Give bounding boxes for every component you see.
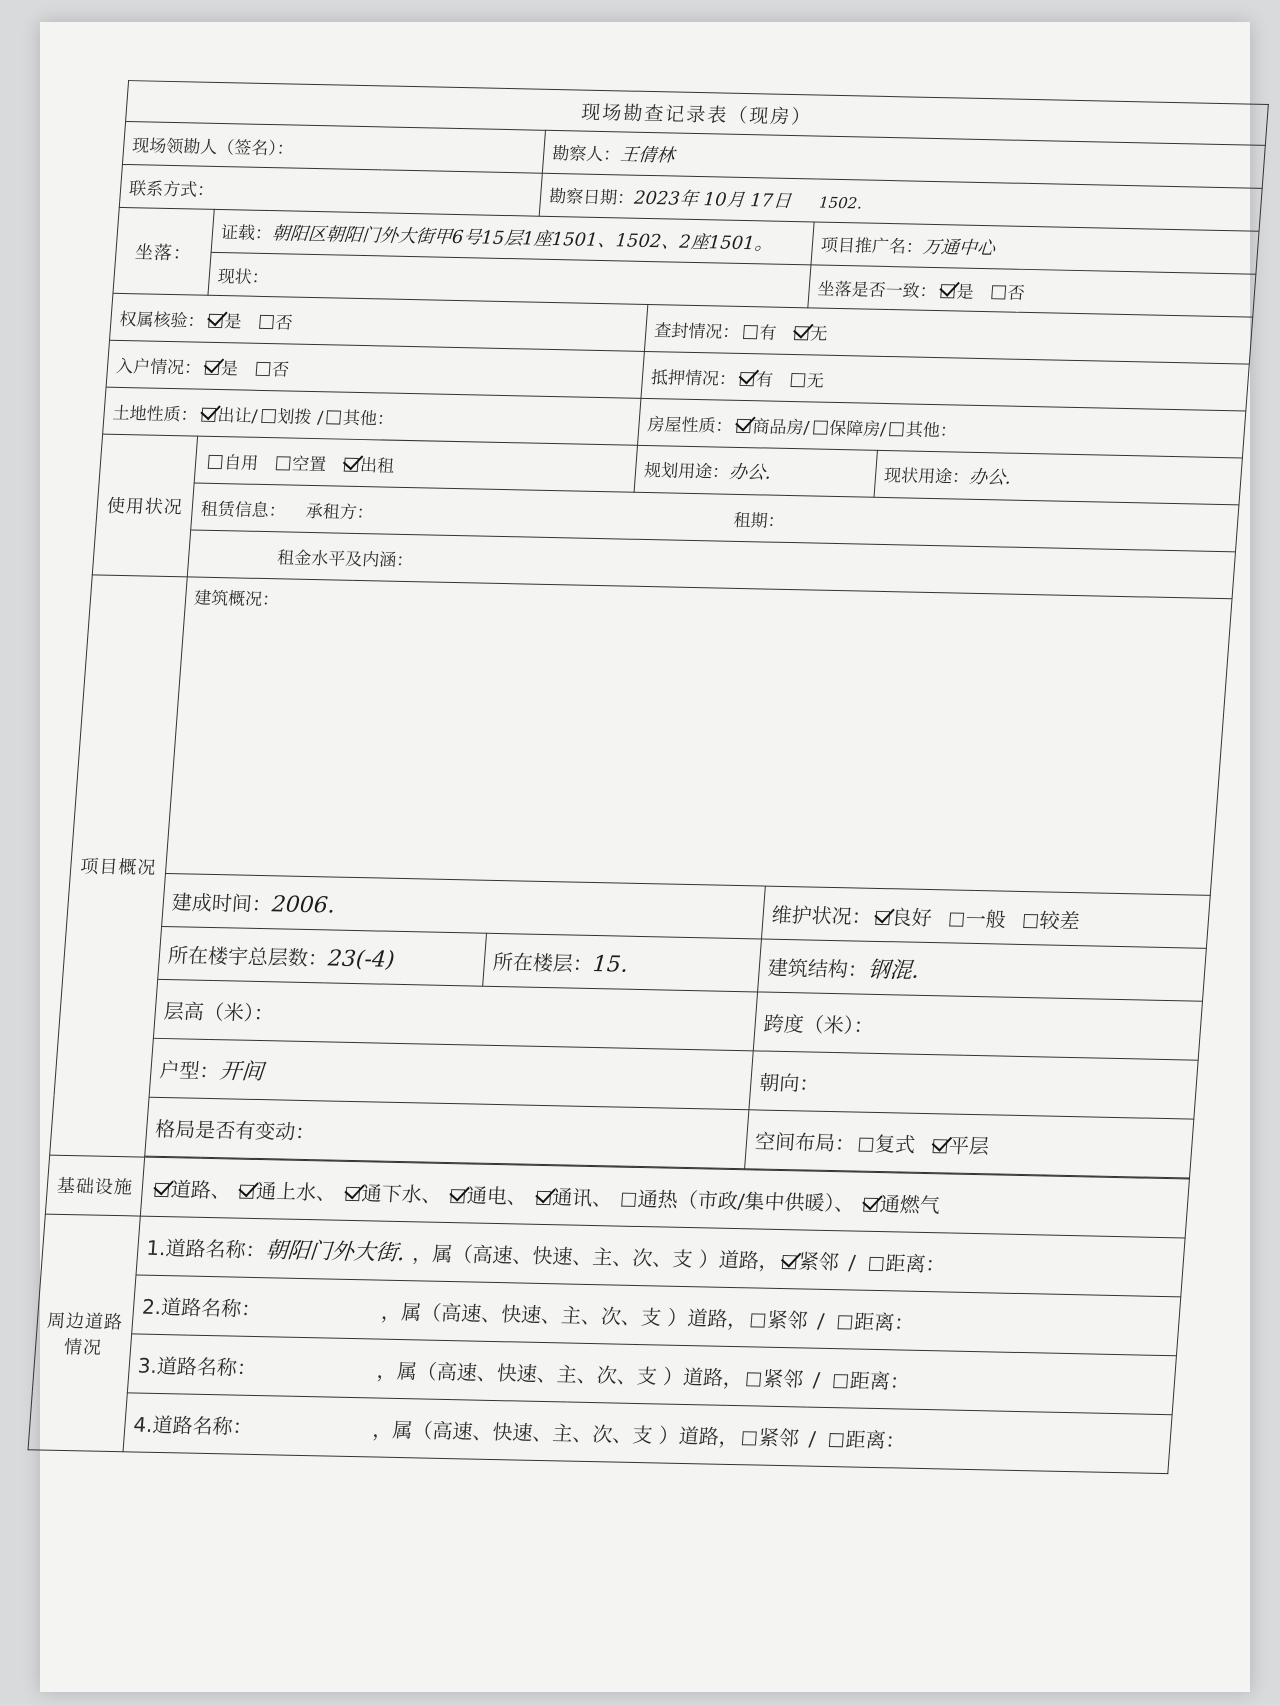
land-allocate-checkbox[interactable]: [261, 408, 276, 422]
infra-heat-checkbox[interactable]: [621, 1192, 636, 1206]
seal-label: 查封情况：: [653, 320, 741, 343]
usage-self-label: 自用: [223, 452, 259, 474]
road-4-distance-label: 距离：: [844, 1426, 907, 1453]
surveyor-value: 王倩林: [619, 144, 676, 167]
road-1-name-value: 朝阳门外大街.: [264, 1237, 406, 1266]
survey-table: [28, 80, 1269, 1474]
mortgage-label: 抵押情况：: [650, 367, 737, 390]
ownership-no-label: 否: [274, 312, 294, 334]
term-label: 租期：: [732, 510, 786, 532]
road-3-distance-label: 距离：: [849, 1367, 911, 1394]
infra-drain-checkbox[interactable]: [345, 1186, 360, 1200]
cert-label: 证载：: [220, 223, 273, 245]
mortgage-have-label: 有: [755, 369, 774, 391]
infra-gas-label: 通燃气: [879, 1191, 941, 1217]
building-overview-cell[interactable]: [165, 577, 1232, 895]
maint-good-checkbox[interactable]: [875, 910, 890, 924]
house-commercial-checkbox[interactable]: [736, 418, 751, 432]
contact-label: 联系方式：: [128, 178, 215, 201]
road-4-adjacent-checkbox[interactable]: [742, 1431, 757, 1445]
road-1-distance-checkbox[interactable]: [869, 1256, 884, 1270]
road-2-distance-label: 距离：: [853, 1309, 916, 1335]
road-4-no: 4.: [132, 1411, 154, 1437]
entry-yes-label: 是: [220, 358, 239, 379]
infra-gas-checkbox[interactable]: [863, 1197, 878, 1211]
space-layout-cell: [745, 1110, 1194, 1178]
seal-none-label: 无: [809, 323, 829, 345]
location-match-label: 坐落是否一致：: [816, 279, 938, 302]
planned-use-cell[interactable]: [634, 445, 877, 497]
road-2-no: 2.: [141, 1294, 163, 1319]
house-affordable-checkbox[interactable]: [813, 420, 828, 434]
ownership-label: 权属核验：: [118, 309, 206, 332]
surveyor-label: 勘察人：: [551, 143, 621, 166]
location-section-label: 坐落：: [113, 207, 214, 295]
layout-change-label: 格局是否有变动：: [154, 1116, 317, 1144]
project-name-value: 万通中心: [922, 236, 996, 260]
cert-value: 朝阳区朝阳门外大街甲6号15层1座1501、1502、2座1501。: [271, 223, 774, 255]
road-1-name-label: 道路名称：: [164, 1235, 267, 1262]
total-floors-cell[interactable]: [158, 926, 487, 986]
ownership-yes-label: 是: [223, 311, 243, 332]
infra-comm-label: 通讯、: [551, 1184, 614, 1210]
seal-have-label: 有: [758, 322, 778, 344]
floor-cell[interactable]: [483, 933, 762, 992]
roads-section-label: 周边道路情况: [28, 1214, 140, 1452]
space-duplex-label: 复式: [874, 1131, 916, 1157]
maint-normal-label: 一般: [964, 906, 1007, 932]
rent-label: 租金水平及内涵：: [276, 547, 414, 571]
road-3-adjacent-checkbox[interactable]: [747, 1372, 762, 1386]
road-2-name-label: 道路名称：: [160, 1294, 253, 1321]
maintenance-label: 维护状况：: [770, 902, 873, 929]
building-overview-label: 建筑概况：: [193, 588, 280, 611]
maint-good-label: 良好: [890, 904, 933, 930]
unit-type-label: 户型：: [158, 1057, 221, 1083]
seal-none-checkbox[interactable]: [794, 326, 809, 340]
road-3-slash: /: [812, 1367, 821, 1392]
lead-label: 现场领勘人（签名）：: [131, 135, 295, 160]
usage-rent-checkbox[interactable]: [344, 457, 359, 471]
road-2-adjacent-checkbox[interactable]: [751, 1313, 766, 1327]
entry-no-label: 否: [271, 359, 290, 380]
maint-poor-label: 较差: [1038, 907, 1081, 933]
space-flat-label: 平层: [948, 1133, 990, 1158]
house-other-checkbox[interactable]: [890, 422, 905, 436]
survey-form: [14, 80, 1268, 1662]
project-section-label: 项目概况: [50, 575, 188, 1157]
road-3-no: 3.: [137, 1353, 158, 1378]
road-3-type: ，属（高速、快速、主、次、支 ）道路，: [376, 1358, 745, 1390]
total-floors-value: 23(-4): [327, 945, 396, 973]
seal-have-checkbox[interactable]: [743, 325, 758, 339]
road-1-adjacent-checkbox[interactable]: [782, 1255, 797, 1269]
road-1-distance-label: 距离：: [884, 1250, 947, 1276]
infra-comm-checkbox[interactable]: [536, 1190, 551, 1204]
paper-sheet: [40, 22, 1250, 1692]
lease-label: 租赁信息：: [200, 499, 287, 521]
planned-use-label: 规划用途：: [643, 460, 730, 483]
span-cell[interactable]: [753, 992, 1202, 1060]
current-use-value: 办公.: [968, 466, 1012, 489]
match-yes-label: 是: [955, 281, 975, 303]
space-layout-label: 空间布局：: [754, 1128, 857, 1156]
road-2-distance-checkbox[interactable]: [838, 1315, 853, 1329]
land-other-checkbox[interactable]: [327, 410, 342, 424]
infra-power-label: 通电、: [466, 1182, 528, 1209]
road-4-name-label: 道路名称：: [151, 1412, 244, 1439]
land-opt-transfer: 出让/: [216, 405, 259, 427]
maintenance-cell: [761, 886, 1210, 948]
structure-label: 建筑结构：: [767, 955, 869, 982]
span-label: 跨度（米）：: [762, 1011, 875, 1038]
usage-vacant-label: 空置: [291, 454, 327, 475]
structure-cell[interactable]: [758, 939, 1207, 1001]
land-opt-other: 其他：: [342, 408, 395, 430]
land-transfer-checkbox[interactable]: [201, 407, 216, 421]
project-name-label: 项目推广名：: [820, 235, 924, 258]
house-opt-other: 其他：: [905, 419, 958, 441]
structure-value: 钢混.: [866, 957, 920, 984]
road-4-distance-checkbox[interactable]: [829, 1433, 844, 1447]
unit-type-value: 开间: [218, 1058, 265, 1085]
space-flat-checkbox[interactable]: [933, 1139, 948, 1153]
date-label: 勘察日期：: [548, 186, 635, 209]
built-time-label: 建成时间：: [171, 889, 273, 916]
house-opt-affordable: 保障房/: [828, 418, 887, 440]
floor-value: 15.: [591, 951, 629, 978]
tenant-label: 承租方：: [304, 501, 375, 523]
entry-label: 入户情况：: [115, 356, 202, 379]
entry-no-checkbox[interactable]: [256, 361, 271, 375]
space-duplex-checkbox[interactable]: [859, 1137, 874, 1151]
usage-section-label: 使用状况: [92, 434, 197, 577]
total-floors-label: 所在楼宇总层数：: [167, 942, 329, 970]
road-3-adjacent-label: 紧邻: [762, 1366, 805, 1391]
land-opt-allocate: 划拨: [276, 406, 313, 428]
land-slash: /: [316, 407, 324, 428]
current-use-cell[interactable]: [874, 450, 1242, 505]
road-1-no: 1.: [145, 1235, 167, 1260]
match-no-label: 否: [1006, 283, 1026, 304]
ownership-yes-checkbox[interactable]: [208, 313, 223, 327]
infra-water-checkbox[interactable]: [240, 1184, 255, 1198]
infra-water-label: 通上水、: [255, 1178, 338, 1205]
road-4-type: ，属（高速、快速、主、次、支 ）道路，: [371, 1416, 740, 1449]
house-label: 房屋性质：: [646, 414, 734, 437]
road-1-adjacent-label: 紧邻: [797, 1248, 840, 1274]
road-2-adjacent-label: 紧邻: [766, 1307, 809, 1333]
road-3-name-label: 道路名称：: [156, 1353, 248, 1380]
infra-road-label: 道路、: [169, 1176, 232, 1202]
land-label: 土地性质：: [111, 403, 199, 426]
infra-drain-label: 通下水、: [360, 1180, 443, 1207]
ownership-no-checkbox[interactable]: [259, 314, 274, 328]
usage-self-checkbox[interactable]: [208, 454, 223, 468]
match-yes-checkbox[interactable]: [940, 284, 955, 298]
road-4-adjacent-label: 紧邻: [758, 1425, 800, 1450]
mortgage-none-label: 无: [806, 370, 825, 392]
date-note: 1502.: [818, 193, 863, 213]
road-2-type: ，属（高速、快速、主、次、支 ）道路，: [380, 1299, 749, 1331]
entry-yes-checkbox[interactable]: [205, 360, 220, 374]
infra-road-checkbox[interactable]: [154, 1182, 169, 1196]
road-4-slash: /: [807, 1426, 817, 1451]
form-title: 现场勘查记录表（现房）: [126, 81, 1269, 146]
infra-power-checkbox[interactable]: [450, 1189, 465, 1203]
road-1-type: ，属（高速、快速、主、次、支 ）道路，: [411, 1240, 780, 1273]
current-location-label: 现状：: [217, 266, 270, 288]
road-3-distance-checkbox[interactable]: [833, 1374, 848, 1388]
house-opt-commercial: 商品房/: [751, 416, 810, 438]
floor-height-label: 层高（米）：: [163, 998, 275, 1025]
floor-label: 所在楼层：: [492, 949, 594, 976]
built-time-value: 2006.: [270, 891, 336, 919]
mortgage-none-checkbox[interactable]: [791, 373, 806, 387]
usage-vacant-checkbox[interactable]: [276, 456, 291, 470]
match-no-checkbox[interactable]: [991, 285, 1006, 299]
maint-normal-checkbox[interactable]: [949, 912, 964, 926]
usage-rent-label: 出租: [359, 455, 395, 477]
maint-poor-checkbox[interactable]: [1023, 914, 1038, 928]
planned-use-value: 办公.: [728, 461, 772, 484]
mortgage-have-checkbox[interactable]: [740, 371, 755, 385]
infra-heat-label: 通热（市政/集中供暖）、: [636, 1186, 856, 1216]
current-use-label: 现状用途：: [883, 465, 970, 488]
orientation-cell[interactable]: [749, 1051, 1198, 1119]
date-value: 2023年 10月 17日: [633, 187, 792, 212]
infra-section-label: 基础设施: [45, 1155, 144, 1216]
road-1-slash: /: [847, 1249, 857, 1275]
road-2-slash: /: [816, 1308, 826, 1333]
orientation-label: 朝向：: [758, 1070, 821, 1096]
